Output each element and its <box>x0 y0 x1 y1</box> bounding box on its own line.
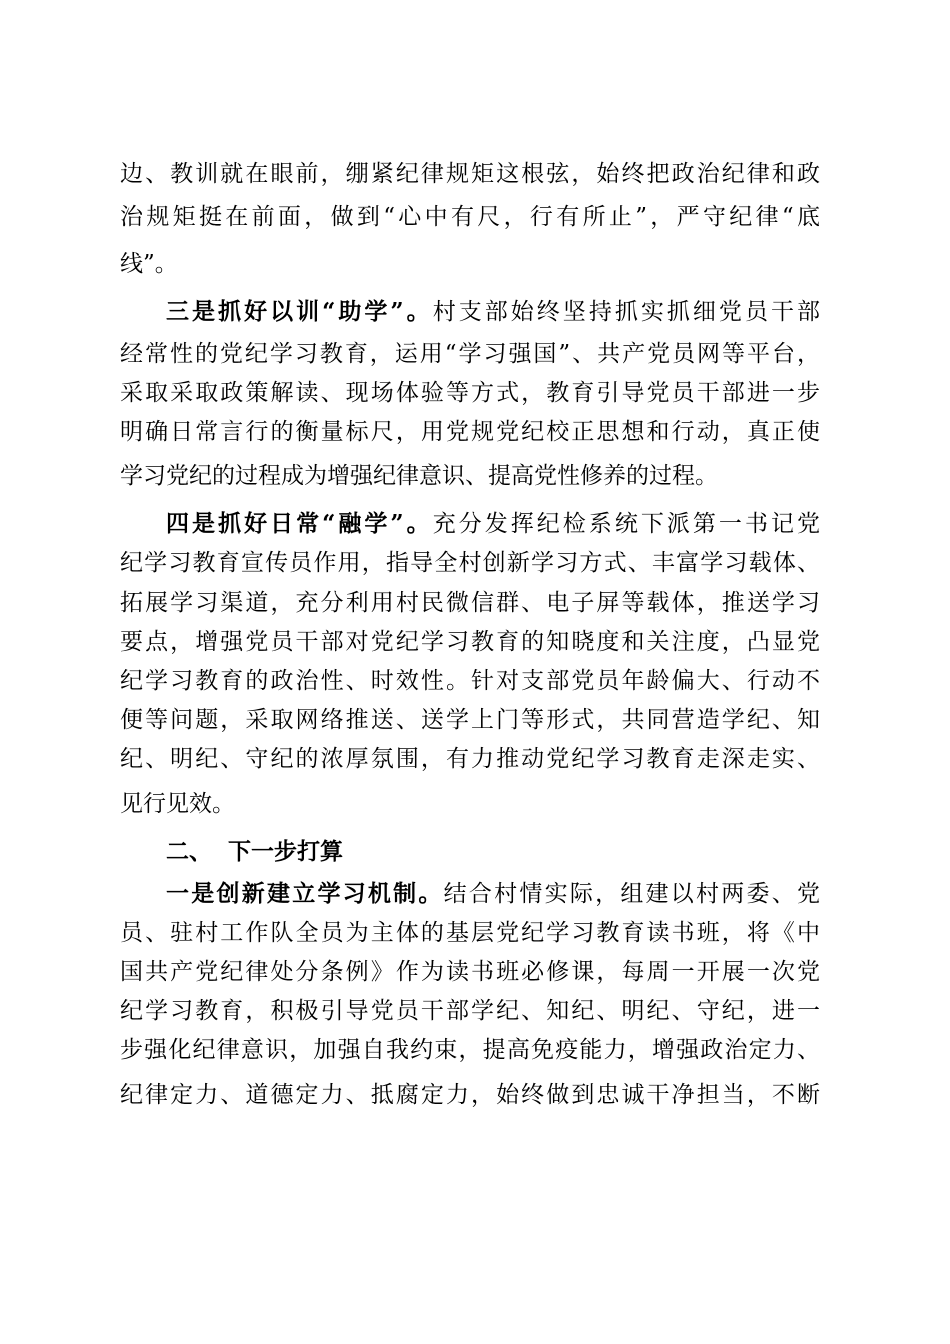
text-line: 便等问题，采取网络推送、送学上门等形式，共同营造学纪、知 <box>120 707 820 733</box>
text-line: 线”。 <box>120 251 178 277</box>
text-line: 纪、明纪、守纪的浓厚氛围，有力推动党纪学习教育走深走实、 <box>120 746 820 772</box>
text-line: 明确日常言行的衡量标尺，用党规党纪校正思想和行动，真正使 <box>120 419 820 445</box>
section-heading: 二、 下一步打算 <box>166 838 344 865</box>
text-line: 纪学习教育的政治性、时效性。针对支部党员年龄偏大、行动不 <box>120 668 820 694</box>
paragraph-text: 结合村情实际，组建以村两委、党 <box>443 881 820 907</box>
text-line: 经常性的党纪学习教育，运用“学习强国”、共产党员网等平台， <box>120 341 820 367</box>
paragraph-lead: 三是抓好以训“助学”。 <box>166 298 433 325</box>
text-line: 治规矩挺在前面，做到“心中有尺，行有所止”，严守纪律“底 <box>120 204 820 230</box>
paragraph-lead: 四是抓好日常“融学”。 <box>166 510 433 537</box>
paragraph-lead: 一是创新建立学习机制。 <box>166 880 444 907</box>
paragraph-first-line <box>166 296 820 328</box>
paragraph-text: 村支部始终坚持抓实抓细党员干部 <box>432 299 820 325</box>
text-line: 纪学习教育，积极引导党员干部学纪、知纪、明纪、守纪，进一 <box>120 998 820 1024</box>
paragraph-first-line <box>166 878 820 910</box>
paragraph-text: 充分发挥纪检系统下派第一书记党 <box>432 511 820 537</box>
text-line: 纪律定力、道德定力、抵腐定力，始终做到忠诚干净担当，不断 <box>120 1082 820 1108</box>
text-line: 见行见效。 <box>120 791 235 817</box>
text-line: 步强化纪律意识，加强自我约束，提高免疫能力，增强政治定力、 <box>120 1037 820 1063</box>
text-line: 要点，增强党员干部对党纪学习教育的知晓度和关注度，凸显党 <box>120 629 820 655</box>
text-line: 拓展学习渠道，充分利用村民微信群、电子屏等载体，推送学习 <box>120 590 820 616</box>
text-line: 员、驻村工作队全员为主体的基层党纪学习教育读书班，将《中 <box>120 920 820 946</box>
text-line: 边、教训就在眼前，绷紧纪律规矩这根弦，始终把政治纪律和政 <box>120 161 820 187</box>
text-line: 国共产党纪律处分条例》作为读书班必修课，每周一开展一次党 <box>120 959 820 985</box>
paragraph-first-line <box>166 508 820 540</box>
text-line: 学习党纪的过程成为增强纪律意识、提高党性修养的过程。 <box>120 463 718 489</box>
text-line: 纪学习教育宣传员作用，指导全村创新学习方式、丰富学习载体、 <box>120 550 820 576</box>
text-line: 采取采取政策解读、现场体验等方式，教育引导党员干部进一步 <box>120 380 820 406</box>
